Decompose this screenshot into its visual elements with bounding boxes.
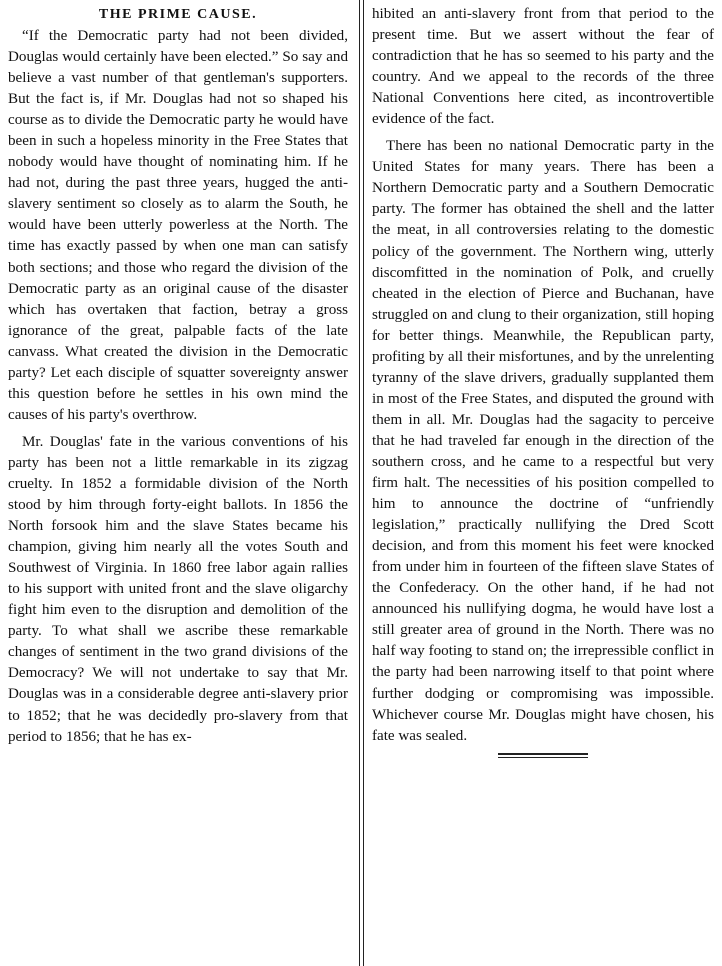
- left-column: [8, 4, 348, 748]
- column-divider: [359, 0, 364, 966]
- end-rule: [498, 753, 588, 758]
- paragraph: Mr. Douglas' fate in the various conventions of his party has been not a little remarkable in its zigzag cruelty. In 1852 a formidable division of the North stood by him through forty-eight ballots. In 1856 the North forsook him and the slave States became his champion, giving him nearly all the votes South and Southwest of Virginia. In 1860 free labor again rallies to his support with united front and the slave oligarchy fight him even to the disruption and demolition of the party. To what shall we ascribe these remarkable changes of sentiment in the two grand divisions of the Democracy? We will not undertake to say that Mr. Douglas was in a considerable degree anti-slavery prior to 1852; that he was decidedly pro-slavery from that period to 1856; that he has ex-: [8, 433, 348, 745]
- paragraph: “If the Democratic party had not been divided, Douglas would certainly have been elected.” So say and believe a vast number of that gentleman's supporters. But the fact is, if Mr. Douglas had not so shaped his course as to divide the Democratic party he would have been in such a hopeless minority in the Free States that nobody would have thought of nominating him. If he had not, during the past three years, hugged the anti-slavery sentiment so closely as to alarm the South, he would have been utterly powerless at the North. The time has exactly passed by when one man can satisfy both sections; and those who regard the division of the Democratic party as an original cause of the disaster which has overtaken that faction, betray a gross ignorance of the great, palpable facts of the late canvass. What created the division in the Democratic party? Let each disciple of squatter sovereignty answer this question before he settles in his own mind the causes of his party's overthrow.: [8, 28, 348, 423]
- article-title: THE PRIME CAUSE.: [98, 7, 258, 22]
- paragraph: hibited an anti-slavery front from that period to the present time. But we assert without the fear of contradiction that he has so seemed to his party and the country. And we appeal to the records of the three National Conventions here cited, as incontrovertible evidence of the fact.: [372, 6, 714, 128]
- paragraph: There has been no national Democratic party in the United States for many years. There has been a Northern Democratic party and a Southern Democratic party. The former has obtained the shell and the latter the meat, in all controversies relating to the domestic policy of the government. The Northern wing, utterly discomfitted in the nomination of Polk, and cruelly cheated in the election of Pierce and Buchanan, have struggled on and clung to their organization, still hoping for better things. Meanwhile, the Republican party, profiting by all their misfortunes, and by the unrelenting tyranny of the slave drivers, gradually supplanted them in most of the Free States, and disputed the ground with them in all. Mr. Douglas had the sagacity to perceive that he had traveled far enough in the direction of the southern cross, and he came to a respectful but very firm halt. The necessities of his position compelled to him to announce the doctrine of “unfriendly legislation,” practically nullifying the Dred Scott decision, and from this moment his feet were knocked from under him in fourteen of the fifteen slave States of the Confederacy. On the other hand, if he had not announced his nullifying dogma, he would have lost a still greater area of ground in the North. There was no half way footing to stand on; the irrepressible conflict in the party had been narrowing itself to that point where further dodging or compromising was impossible. Whichever course Mr. Douglas might have chosen, his fate was sealed.: [372, 138, 714, 744]
- right-column: [372, 4, 714, 758]
